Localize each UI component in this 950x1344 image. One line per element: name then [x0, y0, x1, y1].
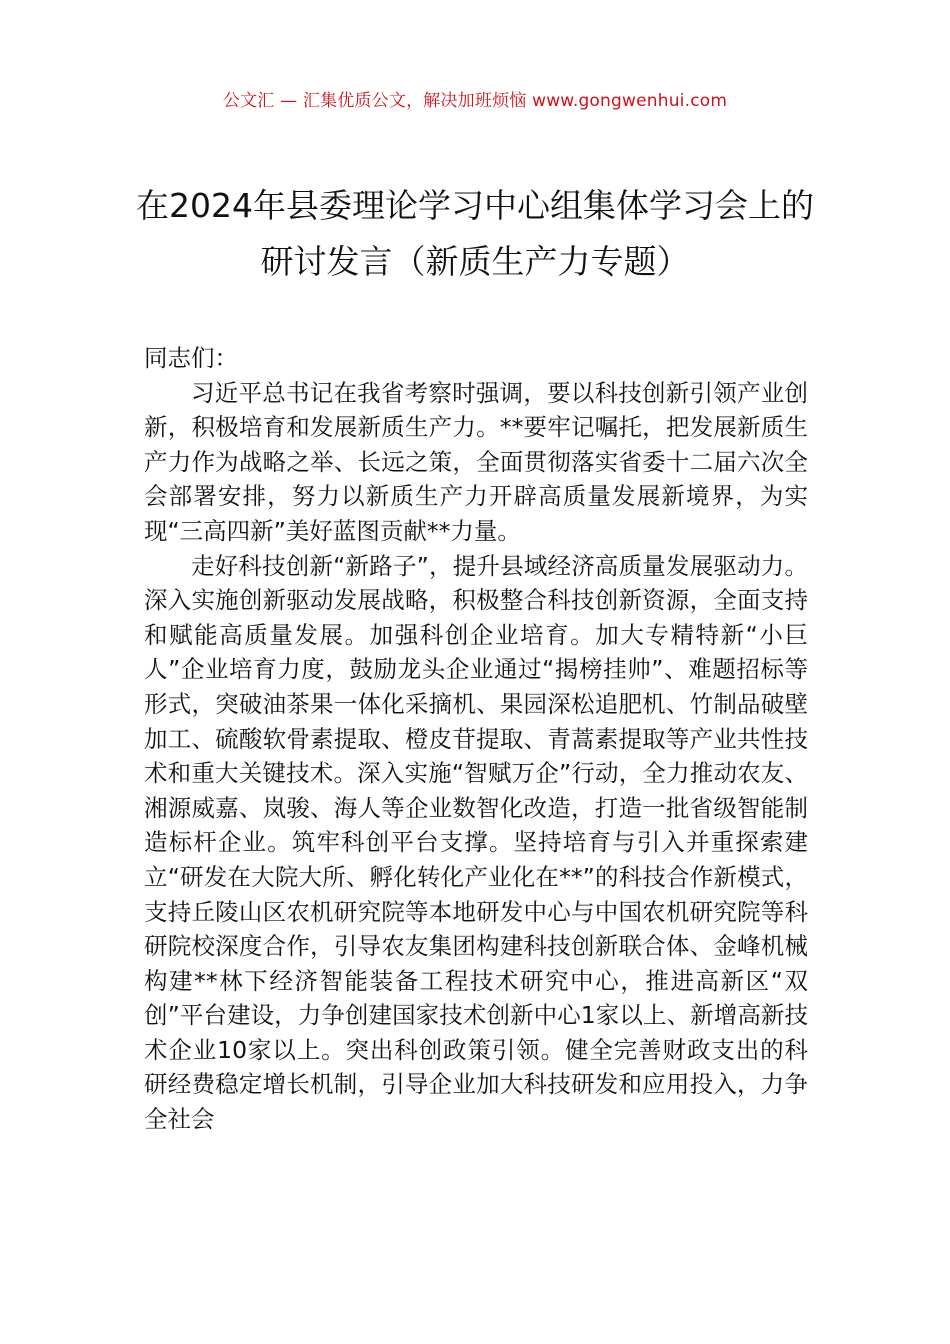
salutation: 同志们：: [144, 344, 238, 372]
paragraph-2: 走好科技创新“新路子”，提升县域经济高质量发展驱动力。深入实施创新驱动发展战略，积极整合科技创新资源，全面支持和赋能高质量发展。加强科创企业培育。加大专精特新“小巨人”企业培育力度，鼓励龙头企业通过“揭榜挂帅”、难题招标等形式，突破油茶果一体化采摘机、果园深松追肥机、竹制品破壁加工、硫酸软骨素提取、橙皮苷提取、青蒿素提取等产业共性技术和重大关键技术。深入实施“智赋万企”行动，全力推动农友、湘源威嘉、岚骏、海人等企业数智化改造，打造一批省级智能制造标杆企业。筑牢科创平台支撑。坚持培育与引入并重探索建立“研发在大院大所、孵化转化产业化在**”的科技合作新模式，支持丘陵山区农机研究院等本地研发中心与中国农机研究院等科研院校深度合作，引导农友集团构建科技创新联合体、金峰机械构建**林下经济智能装备工程技术研究中心，推进高新区“双创”平台建设，力争创建国家技术创新中心1家以上、新增高新技术企业10家以上。突出科创政策引领。健全完善财政支出的科研经费稳定增长机制，引导企业加大科技研发和应用投入，力争全社会: [144, 551, 808, 1134]
document-title: 在2024年县委理论学习中心组集体学习会上的研讨发言（新质生产力专题）: [136, 186, 814, 281]
document-body: [144, 341, 808, 1137]
header-banner: 公文汇 — 汇集优质公文，解决加班烦恼 www.gongwenhui.com: [222, 91, 728, 111]
paragraph-1: 习近平总书记在我省考察时强调，要以科技创新引领产业创新，积极培育和发展新质生产力。**要牢记嘱托，把发展新质生产力作为战略之举、长远之策，全面贯彻落实省委十二届六次全会部署安排，努力以新质生产力开辟高质量发展新境界，为实现“三高四新”美好蓝图贡献**力量。: [144, 378, 808, 545]
